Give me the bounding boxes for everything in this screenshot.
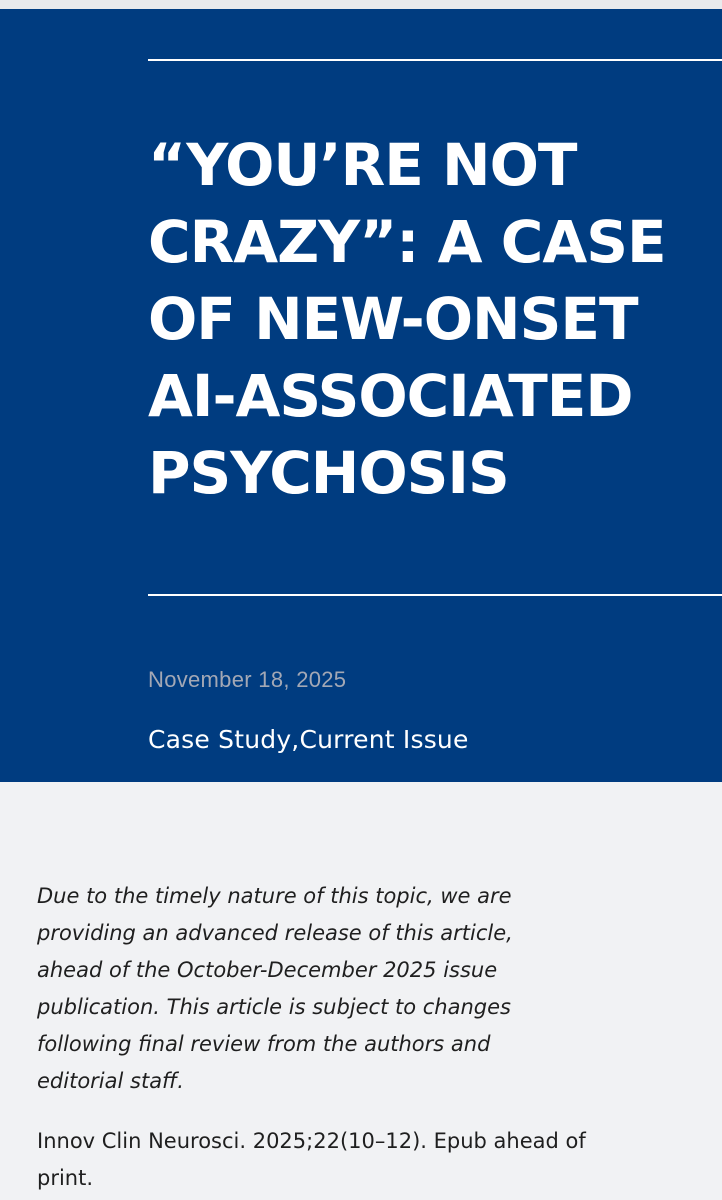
advance-release-notice: Due to the timely nature of this topic, we are providing an advanced release of this article, ahead of the October-December 2025 issue publication. This article is subject to changes following final review from the authors and editorial staff. bbox=[37, 884, 513, 1093]
top-strip bbox=[0, 0, 722, 9]
article-body bbox=[0, 782, 722, 1200]
header-bottom-rule bbox=[148, 594, 722, 596]
article-categories[interactable]: Case Study,Current Issue bbox=[148, 725, 469, 754]
journal-citation: Innov Clin Neurosci. 2025;22(10–12). Epub ahead of print. bbox=[37, 1129, 586, 1190]
publication-date: November 18, 2025 bbox=[148, 667, 347, 692]
header-top-rule bbox=[148, 59, 722, 61]
article-title: “YOU’RE NOT CRAZY”: A CASE OF NEW-ONSET AI-ASSOCIATED PSYCHOSIS bbox=[148, 131, 666, 507]
article-header bbox=[0, 9, 722, 782]
